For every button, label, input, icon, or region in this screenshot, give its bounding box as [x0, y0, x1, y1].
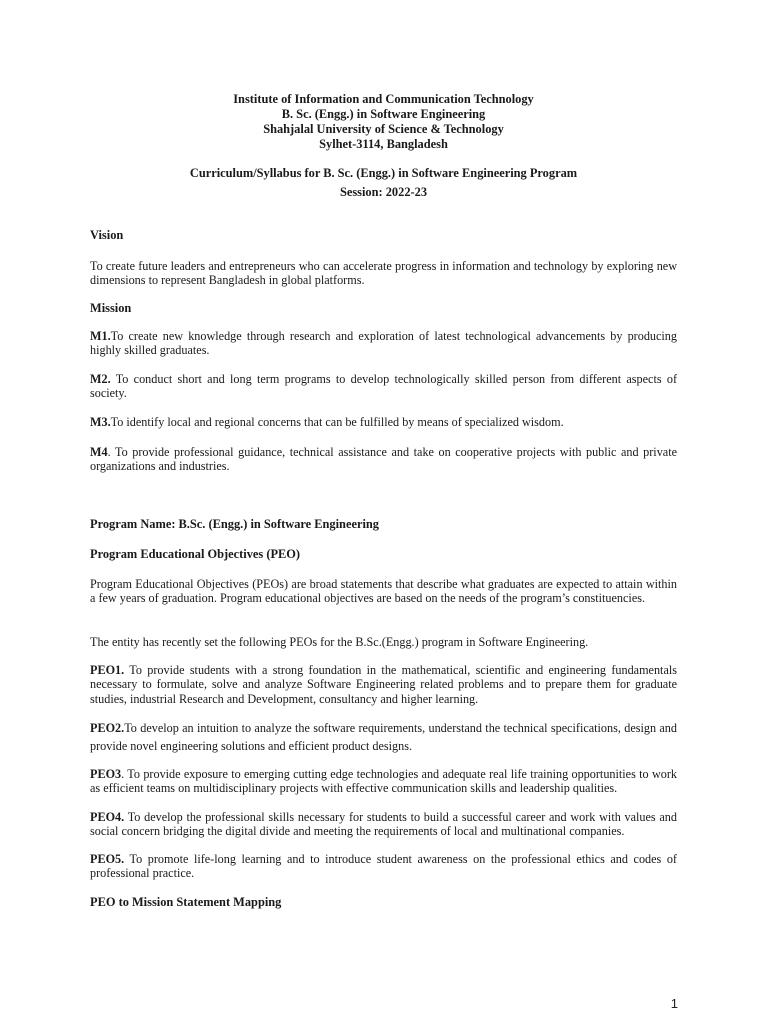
mission-label-m1: M1. — [90, 329, 111, 343]
peo-text-2: To develop an intuition to analyze the software requirements, understand the technical specifications, design and provide novel engineering solutions and efficient product designs. — [90, 721, 677, 753]
peo-text-4: To develop the professional skills necessary for students to build a successful career and work with values and social concern bridging the digital divide and meeting the requirements of local and multinational companies. — [90, 810, 677, 839]
syllabus-title-block — [90, 166, 677, 200]
peo-label-1: PEO1. — [90, 663, 125, 677]
mission-text-m3: To identify local and regional concerns that can be fulfilled by means of specialized wisdom. — [110, 415, 564, 429]
header-university: Shahjalal University of Science & Technology — [263, 122, 504, 136]
peo-entity: The entity has recently set the following PEOs for the B.Sc.(Engg.) program in Software Engineering. — [90, 635, 589, 649]
mission-label-m2: M2. — [90, 372, 111, 386]
header-address: Sylhet-3114, Bangladesh — [319, 137, 448, 151]
peo-text-1: To provide students with a strong foundation in the mathematical, scientific and engineering fundamentals necessary to formulate, solve and analyze Software Engineering related problems and to prepare them for graduate studies, industrial Research and Development, consultancy and higher learning. — [90, 663, 677, 706]
peo-label-5: PEO5. — [90, 852, 125, 866]
peo-label-3: PEO3 — [90, 767, 122, 781]
header-institute: Institute of Information and Communication Technology — [233, 92, 534, 106]
mission-heading: Mission — [90, 301, 132, 315]
mission-item-m2 — [90, 372, 677, 401]
mission-label-m3: M3. — [90, 415, 111, 429]
mission-item-m3 — [90, 415, 677, 429]
mission-text-m2: To conduct short and long term programs to develop technologically skilled person from different aspects of society. — [90, 372, 677, 401]
peo-mission-mapping-heading: PEO to Mission Statement Mapping — [90, 895, 282, 909]
peo-label-4: PEO4. — [90, 810, 125, 824]
mission-label-m4: M4 — [90, 445, 108, 459]
program-name: Program Name: B.Sc. (Engg.) in Software Engineering — [90, 517, 379, 531]
peo-item-5 — [90, 852, 677, 881]
peo-item-3 — [90, 767, 677, 796]
mission-item-m4 — [90, 445, 677, 474]
page-number: 1 — [670, 996, 678, 1011]
syllabus-session: Session: 2022-23 — [339, 185, 428, 199]
mission-text-m4: . To provide professional guidance, technical assistance and take on cooperative projects with public and private organizations and industries. — [90, 445, 677, 474]
peo-item-4 — [90, 810, 677, 839]
peo-text-5: To promote life-long learning and to introduce student awareness on the professional ethics and codes of professional practice. — [90, 852, 677, 881]
peo-item-2 — [90, 719, 677, 755]
mission-text-m1: To create new knowledge through research and exploration of latest technological advancements by producing highly skilled graduates. — [90, 329, 677, 358]
header-degree: B. Sc. (Engg.) in Software Engineering — [281, 107, 486, 121]
peo-text-3: . To provide exposure to emerging cutting edge technologies and adequate real life training opportunities to work as efficient teams on multidisciplinary projects with effective communication skills and leadership qualities. — [90, 767, 677, 796]
peo-intro: Program Educational Objectives (PEOs) are broad statements that describe what graduates are expected to attain within a few years of graduation. Program educational objectives are based on the needs of the program’s constituencies. — [90, 577, 677, 606]
vision-text: To create future leaders and entrepreneurs who can accelerate progress in information and technology by exploring new dimensions to represent Bangladesh in global platforms. — [90, 259, 677, 288]
mission-item-m1 — [90, 329, 677, 358]
peo-item-1 — [90, 663, 677, 706]
vision-heading: Vision — [90, 228, 124, 242]
peo-label-2: PEO2. — [90, 721, 125, 735]
peo-heading: Program Educational Objectives (PEO) — [90, 547, 301, 561]
institute-header — [90, 92, 677, 152]
syllabus-title: Curriculum/Syllabus for B. Sc. (Engg.) in Software Engineering Program — [189, 166, 578, 180]
